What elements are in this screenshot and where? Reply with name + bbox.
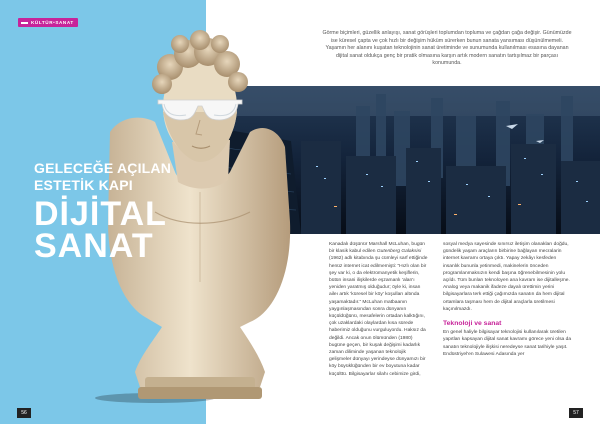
- intro-paragraph: Görme biçimleri, güzellik anlayışı, sanat görüşleri toplumdan topluma ve çağdan çağa değişir. Günümüzde ise küresel çapta ve çok hızlı bir değişim hüküm sürerken bunun sanata yansıması düşünülmemeli. Yaşamın her alanını kuşatan teknolojinin sanat üretiminde ve sunumunda kullanılması esasına dayanan dijital sanat oldukça genç bir pratik olmasına karşın artık modern sanatın tartışılmaz bir parçası konumunda.: [322, 30, 572, 66]
- subheading: Teknoloji ve sanat: [443, 320, 502, 328]
- col2-paragraph-1: sosyal medya sayesinde sınırsız iletişim olanakları doğdu, gündelik yaşam araçların birbirine bağlayan mecralarin internet kavramı ortaya çıktı. Yapay zekâyı kesfeden insanlık bununla yetinmedi, makinelerin önceden programlanmaksızın kendi başına öğrenebilmesinin yolu açıldı. Tüm bunları teknoloyen ana kavram ise dijitalleşme. Analog veya makanik ifadeze dayalı ürettimin yerini bilgisayarlara terk ettiği çağımızda sanatın da hem dijital ortamlara taşması hem de dijital araçlarla üretilmesi kaçınılmazdı.: [443, 242, 570, 312]
- headline-line1: GELECEĞE AÇILAN: [34, 160, 172, 176]
- page-title: [34, 195, 167, 265]
- title-line2: SANAT: [34, 227, 154, 265]
- col1-text-start: Kanadalı düşünür Marshall McLuhan, bugün bir klasik kabul edilen: [329, 242, 425, 255]
- headline: [34, 160, 214, 194]
- col2-paragraph-2: En genel haliyle bilgisayar teknolojisi kullanılarak üretilen yapıtları kapsayan dijital sanat kavramı görece yeni olsa da sanatın teknolojiyle ilişkisi neredeyse sanat tarihiyle yaşıt. Endüstriyel'en Sulawesi Adasında yer: [443, 330, 572, 357]
- section-label-bar: [21, 22, 28, 24]
- section-label: [18, 18, 78, 27]
- page-number-left: 56: [17, 408, 31, 418]
- body-column-1: [329, 241, 429, 378]
- title-line1: DİJİTAL: [34, 195, 167, 233]
- body-column-2: [443, 241, 573, 358]
- section-label-text: KÜLTÜR•SANAT: [31, 20, 74, 25]
- page-number-right: 57: [569, 408, 583, 418]
- col1-text-rest: (1962) adlı kitabında şu cümleyi sarf ettiğinde henüz internet icat edilmemişti: “Hızlı olan bir şey var ki, o da elektromanyetik keşiflerin, bütün insani ilişkilerde eşzamanlı ‘alan’ı yeniden yaratmış olduğudur; öyle ki, insan aileı artık ‘küresel bir köy’ koşulları altında yaşamaktadır.” McLuhan matbaanın yaygınlaşmasından sonra dünyanın küçüldüğünü, mesafelerin ortadan kalktığını, çok uzaklardaki olaylardan kısa sürede haberimiz olduğunu vurguluyordu. Haksız da değildi. Ancak onun ölümünden (1980) bugüne geçen, bir kuşak değişimi kadarlık zaman diliminde yaşanan teknolojik gelişmeler dünyayı yerindeyse dünyamızı bir köy büyüklüğünden bir ev boyutuna kadar küçülttü. Bilgisayarlar silahı cebimize girdi,: [329, 256, 428, 377]
- headline-line2: ESTETİK KAPI: [34, 177, 133, 193]
- book-title: Gutenberg Galaksisi: [376, 249, 422, 255]
